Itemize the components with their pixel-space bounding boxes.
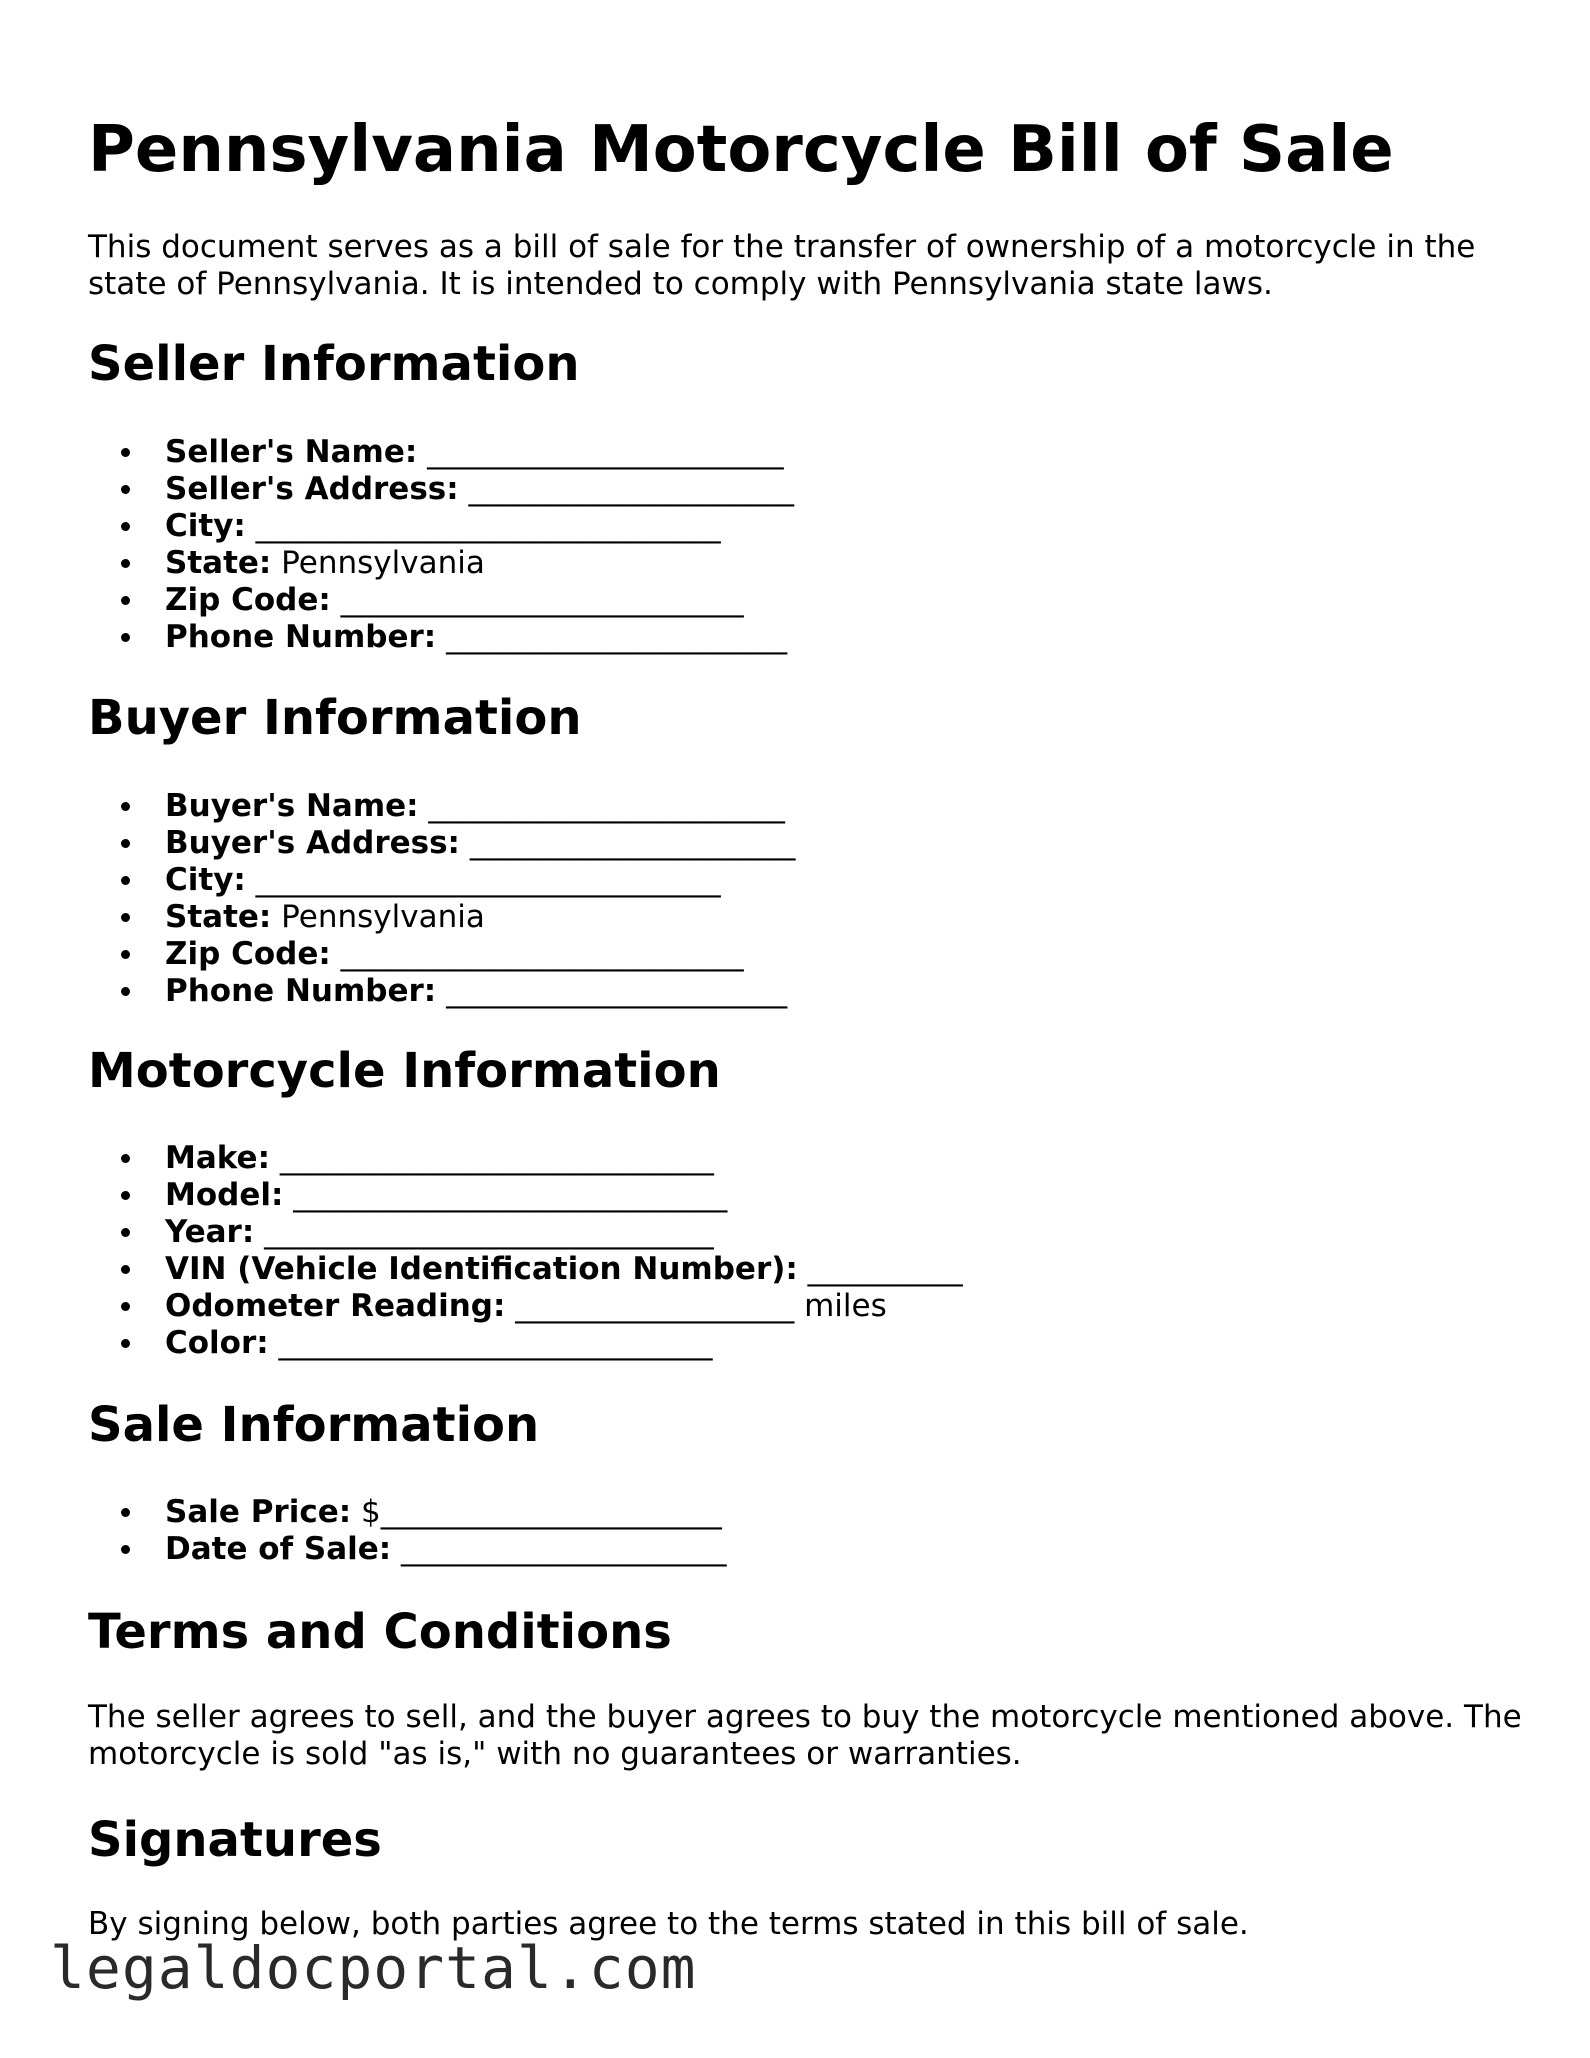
list-item: Color: ____________________________: [165, 1325, 963, 1362]
sale-heading: Sale Information: [88, 1397, 540, 1453]
list-item: Seller's Address: _____________________: [165, 471, 794, 507]
field-value[interactable]: __________________________: [340, 582, 744, 618]
document-title: Pennsylvania Motorcycle Bill of Sale: [88, 113, 1394, 187]
buyer-fields: [88, 788, 795, 1010]
field-value[interactable]: ______________________________: [255, 862, 721, 898]
buyer-heading: Buyer Information: [88, 690, 582, 746]
seller-heading: Seller Information: [88, 336, 580, 392]
field-value: Pennsylvania: [281, 545, 485, 581]
motorcycle-heading: Motorcycle Information: [88, 1043, 721, 1099]
field-value[interactable]: ______________________: [446, 973, 788, 1009]
field-value[interactable]: ______________________: [446, 619, 788, 655]
list-item: Date of Sale: _____________________: [165, 1531, 727, 1567]
list-item: Phone Number: ______________________: [165, 619, 794, 656]
intro-paragraph: This document serves as a bill of sale for the transfer of ownership of a motorcycle in the state of Pennsylvania. It is intended to comply with Pennsylvania state laws.: [88, 229, 1476, 302]
watermark-text: legaldocportal.com: [50, 1934, 697, 2002]
list-item: Make: ____________________________: [165, 1140, 963, 1177]
list-item: Odometer Reading: __________________ miles: [165, 1288, 963, 1325]
list-item: Phone Number: ______________________: [165, 973, 795, 1010]
field-value[interactable]: ____________________________: [279, 1140, 714, 1176]
field-value[interactable]: __________________________: [340, 936, 744, 972]
field-value[interactable]: _____________________: [469, 825, 796, 861]
field-value: Pennsylvania: [281, 899, 485, 935]
field-value[interactable]: _______________________: [427, 434, 784, 470]
signatures-paragraph: By signing below, both parties agree to the terms stated in this bill of sale.: [88, 1906, 1249, 1942]
list-item: VIN (Vehicle Identification Number): __________: [165, 1251, 963, 1287]
field-value[interactable]: _____________________________: [264, 1214, 714, 1250]
list-item: Sale Price: $______________________: [165, 1494, 727, 1531]
list-item: Year: _____________________________: [165, 1214, 963, 1251]
seller-fields: [88, 434, 794, 656]
field-value[interactable]: _______________________: [428, 788, 785, 824]
field-value[interactable]: ____________________________: [293, 1177, 728, 1213]
terms-paragraph: The seller agrees to sell, and the buyer agrees to buy the motorcycle mentioned above. The motorcycle is sold "as is," with no guarantees or warranties.: [88, 1699, 1522, 1772]
list-item: Zip Code: __________________________: [165, 936, 795, 973]
list-item: Model: ____________________________: [165, 1177, 963, 1214]
list-item: Buyer's Name: _______________________: [165, 788, 795, 825]
list-item: Zip Code: __________________________: [165, 582, 794, 619]
list-item: State: Pennsylvania: [165, 545, 794, 582]
list-item: Seller's Name: _______________________: [165, 434, 794, 471]
list-item: City: ______________________________: [165, 508, 794, 545]
field-value[interactable]: _____________________: [468, 471, 794, 507]
sale-fields: [88, 1494, 727, 1568]
field-value[interactable]: _____________________: [401, 1531, 727, 1567]
list-item: City: ______________________________: [165, 862, 795, 899]
terms-heading: Terms and Conditions: [88, 1604, 672, 1660]
field-value[interactable]: ______________________________: [255, 508, 721, 544]
field-value[interactable]: __________: [807, 1251, 963, 1287]
field-value[interactable]: ____________________________: [278, 1325, 713, 1361]
list-item: Buyer's Address: _____________________: [165, 825, 796, 861]
signatures-heading: Signatures: [88, 1812, 382, 1868]
list-item: State: Pennsylvania: [165, 899, 795, 936]
motorcycle-fields: [88, 1140, 963, 1362]
field-value[interactable]: $______________________: [360, 1494, 722, 1530]
field-value[interactable]: __________________ miles: [515, 1288, 887, 1324]
